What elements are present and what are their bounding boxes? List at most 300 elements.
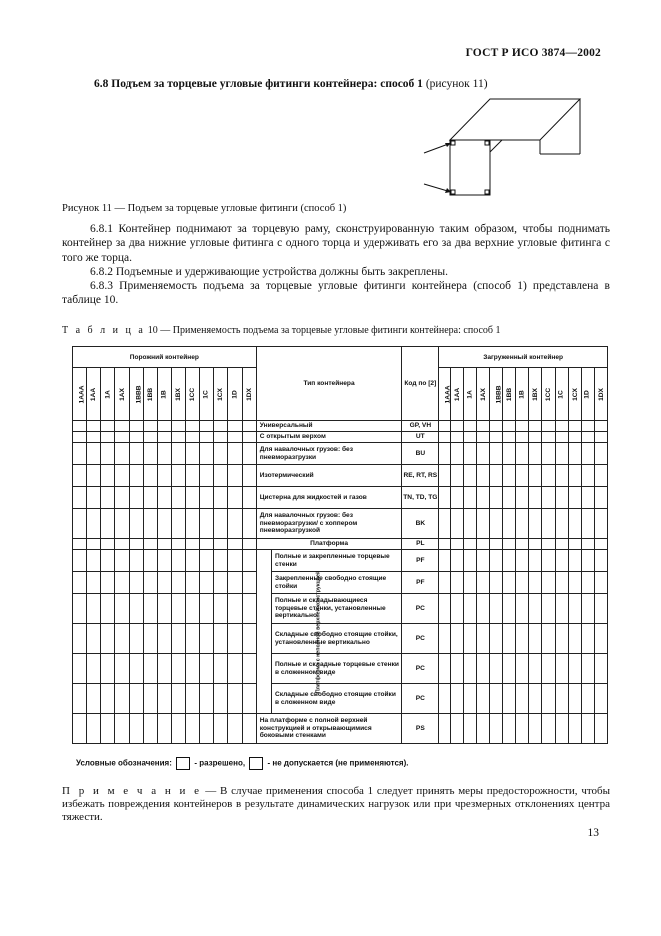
applicability-cell [242, 539, 256, 550]
table-row [73, 572, 608, 594]
applicability-cell [242, 594, 256, 624]
code-cell: TN, TD, TG [402, 487, 439, 509]
applicability-cell [214, 487, 228, 509]
container-type-cell: Складные свободно стоящие стойки, установленные вертикально [271, 624, 401, 654]
applicability-cell [157, 714, 171, 744]
applicability-cell [228, 684, 242, 714]
applicability-cell [529, 550, 542, 572]
applicability-cell [73, 572, 87, 594]
applicability-cell [490, 443, 503, 465]
applicability-cell [242, 684, 256, 714]
applicability-cell [594, 509, 607, 539]
applicability-cell [451, 487, 464, 509]
applicability-cell [594, 654, 607, 684]
applicability-cell [228, 465, 242, 487]
size-header [73, 368, 87, 421]
applicability-cell [439, 443, 451, 465]
applicability-cell [157, 421, 171, 432]
applicability-cell [516, 487, 529, 509]
loaded-container-group-header: Загруженный контейнер [439, 347, 608, 368]
size-label: 1BBB [134, 385, 142, 403]
size-label: 1CX [571, 387, 579, 401]
applicability-cell [186, 509, 200, 539]
code-cell: PF [402, 550, 439, 572]
applicability-cell [115, 487, 129, 509]
applicability-cell [214, 509, 228, 539]
applicability-cell [157, 572, 171, 594]
applicability-cell [186, 594, 200, 624]
applicability-cell [542, 624, 555, 654]
applicability-cell [516, 624, 529, 654]
applicability-cell [73, 539, 87, 550]
applicability-cell [228, 487, 242, 509]
applicability-cell [542, 465, 555, 487]
applicability-cell [516, 550, 529, 572]
table-caption-text: 10 — Применяемость подъема за торцевые угловые фитинги контейнера: способ 1 [147, 325, 501, 336]
applicability-cell [503, 421, 516, 432]
applicability-cell [214, 624, 228, 654]
applicability-cell [171, 465, 185, 487]
code-cell: PF [402, 572, 439, 594]
applicability-cell [529, 465, 542, 487]
applicability-cell [200, 487, 214, 509]
table-caption-label: Т а б л и ц а [62, 325, 146, 336]
size-label: 1D [584, 389, 592, 399]
table-row [73, 624, 608, 654]
applicability-cell [171, 684, 185, 714]
applicability-cell [568, 624, 581, 654]
applicability-cell [581, 624, 594, 654]
applicability-cell [477, 539, 490, 550]
applicability-cell [594, 539, 607, 550]
applicability-cell [503, 572, 516, 594]
applicability-cell [228, 572, 242, 594]
applicability-cell [503, 594, 516, 624]
applicability-cell [87, 421, 101, 432]
code-cell: RE, RT, RS [402, 465, 439, 487]
code-cell: PC [402, 684, 439, 714]
applicability-cell [101, 654, 115, 684]
size-header [171, 368, 185, 421]
applicability-cell [490, 624, 503, 654]
legend-allowed: - разрешено, [194, 758, 246, 768]
size-label: 1AAA [78, 385, 86, 403]
applicability-cell [451, 550, 464, 572]
applicability-cell [115, 539, 129, 550]
applicability-cell [451, 443, 464, 465]
applicability-cell [464, 465, 477, 487]
applicability-cell [464, 550, 477, 572]
applicability-cell [73, 432, 87, 443]
applicability-cell [73, 509, 87, 539]
applicability-cell [581, 432, 594, 443]
code-cell: PC [402, 654, 439, 684]
applicability-cell [73, 684, 87, 714]
note-label: П р и м е ч а н и е [62, 785, 202, 797]
applicability-cell [581, 594, 594, 624]
container-type-cell: Для навалочных грузов: без пневморазгрузки [256, 443, 402, 465]
applicability-cell [143, 421, 157, 432]
applicability-cell [186, 432, 200, 443]
code-cell: PS [402, 714, 439, 744]
applicability-cell [451, 432, 464, 443]
table-row [73, 487, 608, 509]
applicability-cell [581, 572, 594, 594]
applicability-cell [516, 432, 529, 443]
applicability-cell [464, 509, 477, 539]
applicability-cell [490, 572, 503, 594]
applicability-cell [477, 572, 490, 594]
applicability-cell [87, 624, 101, 654]
applicability-cell [186, 654, 200, 684]
size-label: 1CC [189, 387, 197, 401]
applicability-cell [451, 624, 464, 654]
applicability-cell [451, 654, 464, 684]
applicability-cell [200, 443, 214, 465]
applicability-cell [464, 594, 477, 624]
applicability-cell [87, 594, 101, 624]
applicability-cell [101, 714, 115, 744]
applicability-cell [143, 572, 157, 594]
applicability-cell [87, 432, 101, 443]
applicability-cell [242, 421, 256, 432]
applicability-cell [171, 432, 185, 443]
applicability-cell [143, 594, 157, 624]
applicability-cell [101, 465, 115, 487]
applicability-cell [503, 465, 516, 487]
applicability-cell [228, 443, 242, 465]
applicability-cell [516, 509, 529, 539]
container-type-header: Тип контейнера [256, 347, 402, 421]
applicability-cell [228, 550, 242, 572]
applicability-cell [451, 465, 464, 487]
applicability-cell [214, 684, 228, 714]
applicability-cell [129, 714, 143, 744]
applicability-cell [529, 487, 542, 509]
not-allowed-symbol [249, 757, 263, 770]
applicability-cell [516, 539, 529, 550]
container-type-cell: Для навалочных грузов: без пневморазгрузки/ с хоппером пневморазгрузкой [256, 509, 402, 539]
container-type-cell: Цистерна для жидкостей и газов [256, 487, 402, 509]
size-label: 1B [160, 389, 168, 399]
applicability-cell [129, 572, 143, 594]
applicability-cell [439, 421, 451, 432]
applicability-cell [200, 572, 214, 594]
applicability-cell [555, 509, 568, 539]
applicability-cell [568, 572, 581, 594]
applicability-cell [542, 539, 555, 550]
applicability-cell [555, 594, 568, 624]
applicability-cell [568, 684, 581, 714]
applicability-cell [214, 421, 228, 432]
applicability-cell [439, 624, 451, 654]
applicability-cell [186, 487, 200, 509]
applicability-cell [439, 539, 451, 550]
applicability-cell [101, 624, 115, 654]
applicability-cell [555, 654, 568, 684]
applicability-cell [87, 572, 101, 594]
applicability-cell [464, 487, 477, 509]
applicability-cell [594, 714, 607, 744]
applicability-cell [171, 624, 185, 654]
applicability-cell [529, 624, 542, 654]
table-row [73, 465, 608, 487]
applicability-cell [87, 465, 101, 487]
applicability-cell [214, 654, 228, 684]
applicability-cell [115, 572, 129, 594]
applicability-cell [542, 443, 555, 465]
applicability-cell [143, 714, 157, 744]
container-type-cell: Полные и складные торцевые стенки в сложенном виде [271, 654, 401, 684]
table-row [73, 509, 608, 539]
applicability-cell [568, 487, 581, 509]
applicability-cell [129, 550, 143, 572]
page-number: 13 [587, 827, 599, 839]
applicability-cell [529, 539, 542, 550]
container-lifting-figure [420, 96, 585, 198]
applicability-cell [73, 654, 87, 684]
applicability-cell [581, 421, 594, 432]
applicability-cell [490, 594, 503, 624]
applicability-cell [101, 684, 115, 714]
applicability-cell [157, 465, 171, 487]
applicability-cell [503, 539, 516, 550]
applicability-cell [503, 550, 516, 572]
section-title: Подъем за торцевые угловые фитинги контейнера: способ 1 [111, 78, 423, 90]
applicability-cell [594, 624, 607, 654]
applicability-cell [242, 550, 256, 572]
applicability-cell [568, 443, 581, 465]
applicability-cell [594, 487, 607, 509]
applicability-cell [200, 509, 214, 539]
applicability-cell [186, 465, 200, 487]
size-header [242, 368, 256, 421]
table-row [73, 550, 608, 572]
applicability-cell [101, 572, 115, 594]
applicability-cell [439, 432, 451, 443]
applicability-cell [555, 550, 568, 572]
applicability-cell [129, 465, 143, 487]
container-type-cell: Полные и складывающиеся торцевые стенки, установленные вертикально [271, 594, 401, 624]
size-label: 1C [203, 389, 211, 399]
applicability-cell [115, 624, 129, 654]
applicability-cell [439, 714, 451, 744]
code-cell: BK [402, 509, 439, 539]
applicability-cell [581, 714, 594, 744]
applicability-cell [568, 465, 581, 487]
applicability-cell [490, 421, 503, 432]
applicability-cell [439, 487, 451, 509]
applicability-cell [157, 594, 171, 624]
applicability-cell [242, 654, 256, 684]
applicability-cell [101, 432, 115, 443]
applicability-cell [157, 432, 171, 443]
note [62, 785, 610, 825]
applicability-cell [129, 654, 143, 684]
applicability-cell [214, 714, 228, 744]
platform-side-label: Платформа с неполной верхней конструкцией [256, 550, 271, 714]
applicability-cell [594, 550, 607, 572]
applicability-cell [73, 714, 87, 744]
applicability-cell [581, 539, 594, 550]
applicability-cell [555, 432, 568, 443]
applicability-cell [143, 624, 157, 654]
size-label: 1A [466, 389, 474, 399]
applicability-cell [490, 684, 503, 714]
applicability-cell [101, 550, 115, 572]
size-label: 1C [558, 389, 566, 399]
applicability-cell [73, 465, 87, 487]
applicability-cell [242, 487, 256, 509]
applicability-cell [157, 550, 171, 572]
code-cell: PC [402, 624, 439, 654]
applicability-cell [129, 509, 143, 539]
applicability-cell [87, 550, 101, 572]
applicability-cell [439, 509, 451, 539]
table-row [73, 539, 608, 550]
applicability-cell [101, 539, 115, 550]
paragraph: 6.8.2 Подъемные и удерживающие устройства должны быть закреплены. [90, 265, 448, 278]
container-type-cell: Закрепленные свободно стоящие стойки [271, 572, 401, 594]
applicability-cell [594, 465, 607, 487]
size-header [464, 368, 477, 421]
applicability-cell [490, 539, 503, 550]
table-row [73, 421, 608, 432]
applicability-cell [529, 432, 542, 443]
size-label: 1A [104, 389, 112, 399]
applicability-cell [157, 509, 171, 539]
size-label: 1BB [146, 387, 154, 401]
paragraph: 6.8.3 Применяемость подъема за торцевые угловые фитинги контейнера (способ 1) представлена в таблице 10. [62, 280, 610, 307]
size-label: 1AA [454, 387, 462, 401]
applicability-cell [228, 594, 242, 624]
size-label: 1DX [597, 387, 605, 401]
applicability-cell [490, 654, 503, 684]
applicability-cell [555, 684, 568, 714]
applicability-cell [542, 684, 555, 714]
applicability-cell [228, 509, 242, 539]
applicability-cell [568, 594, 581, 624]
applicability-cell [542, 487, 555, 509]
applicability-cell [451, 684, 464, 714]
applicability-cell [464, 624, 477, 654]
applicability-cell [581, 654, 594, 684]
figure-caption: Рисунок 11 — Подъем за торцевые угловые фитинги (способ 1) [62, 203, 347, 214]
document-header: ГОСТ Р ИСО 3874—2002 [465, 47, 601, 59]
applicability-cell [115, 421, 129, 432]
size-header [143, 368, 157, 421]
applicability-cell [73, 594, 87, 624]
applicability-cell [581, 487, 594, 509]
applicability-cell [115, 550, 129, 572]
applicability-cell [228, 539, 242, 550]
applicability-cell [439, 594, 451, 624]
applicability-cell [516, 594, 529, 624]
paragraph-block [62, 222, 610, 308]
applicability-cell [555, 572, 568, 594]
applicability-cell [529, 714, 542, 744]
size-label: 1B [518, 389, 526, 399]
applicability-cell [115, 509, 129, 539]
applicability-cell [129, 684, 143, 714]
applicability-cell [129, 539, 143, 550]
applicability-cell [115, 594, 129, 624]
section-heading [94, 78, 614, 90]
size-header [87, 368, 101, 421]
applicability-cell [594, 684, 607, 714]
table-row [73, 443, 608, 465]
applicability-cell [186, 421, 200, 432]
applicability-cell [143, 432, 157, 443]
size-header [542, 368, 555, 421]
applicability-cell [464, 432, 477, 443]
applicability-cell [73, 421, 87, 432]
applicability-cell [568, 714, 581, 744]
applicability-cell [171, 421, 185, 432]
applicability-cell [242, 432, 256, 443]
applicability-cell [143, 539, 157, 550]
applicability-cell [143, 509, 157, 539]
applicability-cell [87, 487, 101, 509]
applicability-cell [542, 509, 555, 539]
container-type-cell: Платформа [256, 539, 402, 550]
applicability-cell [186, 572, 200, 594]
applicability-cell [581, 509, 594, 539]
applicability-cell [490, 465, 503, 487]
container-type-cell: На платформе с полной верхней конструкцией и открывающимися боковыми стенками [256, 714, 402, 744]
applicability-cell [503, 654, 516, 684]
applicability-cell [200, 550, 214, 572]
code-cell: PL [402, 539, 439, 550]
applicability-cell [477, 465, 490, 487]
applicability-cell [516, 443, 529, 465]
applicability-cell [529, 594, 542, 624]
applicability-cell [490, 509, 503, 539]
applicability-cell [186, 539, 200, 550]
applicability-cell [171, 572, 185, 594]
applicability-cell [464, 654, 477, 684]
size-label: 1BB [506, 387, 514, 401]
applicability-cell [228, 432, 242, 443]
applicability-cell [157, 654, 171, 684]
size-label: 1BBB [495, 385, 503, 403]
applicability-cell [490, 550, 503, 572]
applicability-cell [529, 572, 542, 594]
applicability-cell [157, 684, 171, 714]
container-type-cell: Складные свободно стоящие стойки в сложенном виде [271, 684, 401, 714]
applicability-cell [143, 654, 157, 684]
applicability-cell [214, 550, 228, 572]
applicability-cell [490, 714, 503, 744]
size-header [129, 368, 143, 421]
code-cell: GP, VH [402, 421, 439, 432]
applicability-cell [477, 550, 490, 572]
note-text: — В случае применения способа 1 следует принять меры предосторожности, чтобы избежать повреждения контейнеров в результате динамических нагрузок или при чрезмерных отклонениях центра тяжести. [62, 785, 610, 824]
applicability-cell [200, 714, 214, 744]
applicability-cell [503, 684, 516, 714]
table-row [73, 654, 608, 684]
applicability-cell [503, 432, 516, 443]
applicability-cell [200, 684, 214, 714]
applicability-cell [171, 654, 185, 684]
applicability-cell [101, 594, 115, 624]
size-header [555, 368, 568, 421]
applicability-cell [581, 684, 594, 714]
applicability-cell [477, 624, 490, 654]
applicability-cell [171, 487, 185, 509]
size-header [516, 368, 529, 421]
applicability-cell [186, 714, 200, 744]
